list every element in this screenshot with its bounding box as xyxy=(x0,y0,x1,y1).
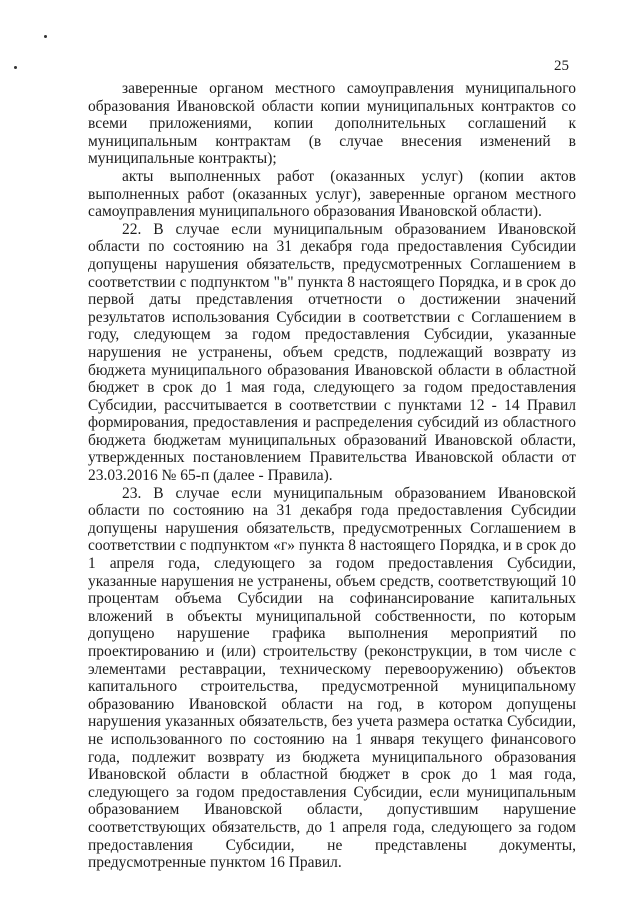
page-number: 25 xyxy=(554,58,569,74)
paragraph-work-acceptance-acts: акты выполненных работ (оказанных услуг) (копии актов выполненных работ (оказанных услуг), заверенные органом местного самоуправления муниципального образования Ивановской области). xyxy=(88,167,576,221)
scan-speck xyxy=(44,35,47,38)
paragraph-certified-contract-copies: заверенные органом местного самоуправления муниципального образования Ивановской области копии муниципальных контрактов со всеми приложениями, копии дополнительных соглашений к муниципальным контрактам (в случае внесения изменений в муниципальные контракты); xyxy=(88,80,576,168)
paragraph-clause-23: 23. В случае если муниципальным образованием Ивановской области по состоянию на 31 декабря года предоставления Субсидии допущены нарушения обязательств, предусмотренных Соглашением в соответствии с подпунктом «г» пункта 8 настоящего Порядка, и в срок до 1 апреля года, следующего за годом предоставления Субсидии, указанные нарушения не устранены, объем средств, соответствующий 10 процентам объема Субсидии на софинансирование капитальных вложений в объекты муниципальной собственности, по которым допущено нарушение графика выполнения мероприятий по проектированию и (или) строительству (реконструкции, в том числе с элементами реставрации, техническому перевооружению) объектов капитального строительства, предусмотренной муниципальному образованию Ивановской области на год, в котором допущены нарушения указанных обязательств, без учета размера остатка Субсидии, не использованного по состоянию на 1 января текущего финансового года, подлежит возврату из бюджета муниципального образования Ивановской области в областной бюджет в срок до 1 мая года, следующего за годом предоставления Субсидии, если муниципальным образованием Ивановской области, допустившим нарушение соответствующих обязательств, до 1 апреля года, следующего за годом предоставления Субсидии, не представлены документы, предусмотренные пунктом 16 Правил. xyxy=(88,484,576,872)
scan-speck xyxy=(14,66,17,69)
document-body xyxy=(88,80,576,872)
paragraph-clause-22: 22. В случае если муниципальным образованием Ивановской области по состоянию на 31 декабря года предоставления Субсидии допущены нарушения обязательств, предусмотренных Соглашением в соответствии с подпунктом "в" пункта 8 настоящего Порядка, и в срок до первой даты представления отчетности о достижении значений результатов использования Субсидии в соответствии с Соглашением в году, следующем за годом предоставления Субсидии, указанные нарушения не устранены, объем средств, подлежащий возврату из бюджета муниципального образования Ивановской области в областной бюджет в срок до 1 мая года, следующего за годом предоставления Субсидии, рассчитывается в соответствии с пунктами 12 - 14 Правил формирования, предоставления и распределения субсидий из областного бюджета бюджетам муниципальных образований Ивановской области, утвержденных постановлением Правительства Ивановской области от 23.03.2016 № 65-п (далее - Правила). xyxy=(88,220,576,485)
